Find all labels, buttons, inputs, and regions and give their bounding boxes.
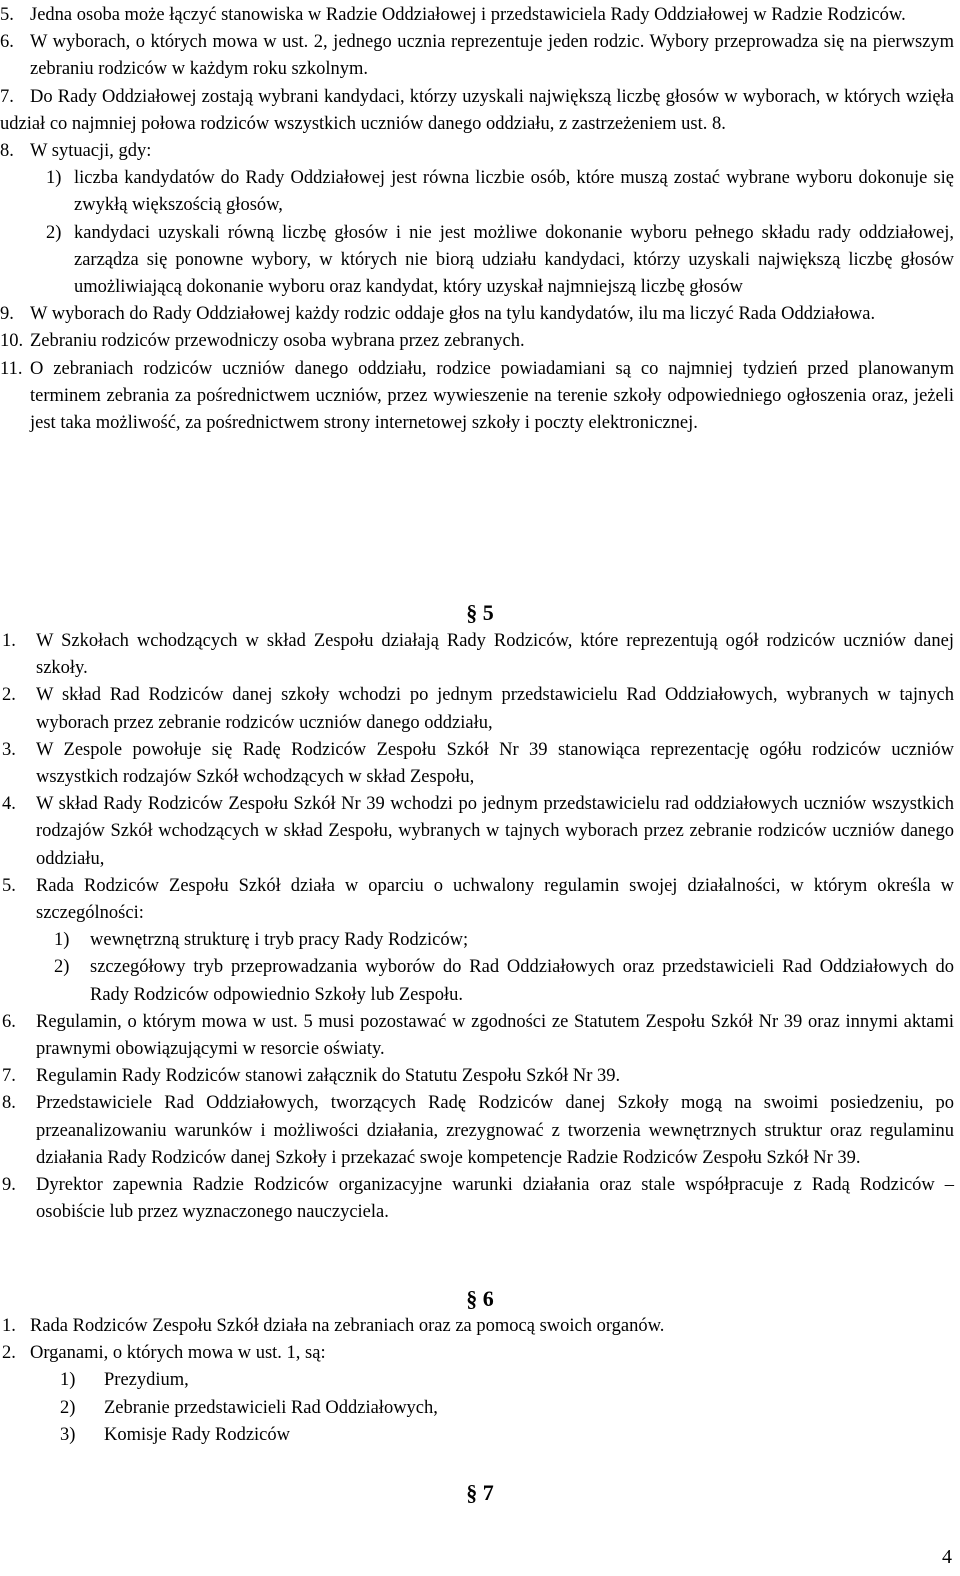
page-number: 4 <box>942 1546 952 1568</box>
list-item-text: liczba kandydatów do Rady Oddziałowej jest równa liczbie osób, które muszą zostać wybrane wyboru dokonuje się zwykłą większością głosów, <box>74 168 954 216</box>
list-item-text: Rada Rodziców Zespołu Szkół działa na zebraniach oraz za pomocą swoich organów. <box>30 1316 665 1336</box>
list-item-text: Do Rady Oddziałowej zostają wybrani kandydaci, którzy uzyskali największą liczbę głosów w wyborach, w których wzięła udział co najmniej połowa rodziców wszystkich uczniów danego oddziału, z zastrzeżeniem ust. 8. <box>0 86 954 134</box>
list-item-text: W Szkołach wchodzących w skład Zespołu działają Rady Rodziców, które reprezentują ogół rodziców uczniów danej szkoły. <box>36 631 954 679</box>
list-item-text: Zebranie przedstawicieli Rad Oddziałowych, <box>104 1397 438 1418</box>
sub-list-item: 1) liczba kandydatów do Rady Oddziałowej jest równa liczbie osób, które muszą zostać wybrane wyboru dokonuje się zwykłą większością głosów, <box>0 165 960 219</box>
list-item: 5. Jedna osoba może łączyć stanowiska w Radzie Oddziałowej i przedstawiciela Rady Oddziałowej w Radzie Rodziców. <box>0 2 960 29</box>
list-item: 1. W Szkołach wchodzących w skład Zespołu działają Rady Rodziców, które reprezentują ogół rodziców uczniów danej szkoły. <box>0 628 960 682</box>
list-item-text: W sytuacji, gdy: <box>30 141 152 162</box>
list-item: 1. Rada Rodziców Zespołu Szkół działa na zebraniach oraz za pomocą swoich organów. <box>0 1313 960 1340</box>
list-item: 11. O zebraniach rodziców uczniów danego oddziału, rodzice powiadamiani są co najmniej tydzień przed planowanym terminem zebrania za pośrednictwem uczniów, przez wywieszenie na terenie szkoły odpowiedniego ogłoszenia oraz, jeżeli jest taka możliwość, za pośrednictwem strony internetowej szkoły i poczty elektronicznej. <box>0 356 960 438</box>
list-item-text: O zebraniach rodziców uczniów danego oddziału, rodzice powiadamiani są co najmniej tydzień przed planowanym terminem zebrania za pośrednictwem uczniów, przez wywieszenie na terenie szkoły odpowiedniego ogłoszenia oraz, jeżeli jest taka możliwość, za pośrednictwem strony internetowej szkoły i poczty elektronicznej. <box>30 358 954 434</box>
list-item-text: W skład Rady Rodziców Zespołu Szkół Nr 39 wchodzi po jednym przedstawicielu rad oddziałowych uczniów wszystkich rodzajów Szkół wchodzących w skład Zespołu, wybranych w tajnych wyborach przez zebranie rodziców uczniów danego oddziału, <box>36 794 954 869</box>
list-item-text: Organami, o których mowa w ust. 1, są: <box>30 1343 326 1364</box>
list-item-text: W wyborach, o których mowa w ust. 2, jednego ucznia reprezentuje jeden rodzic. Wybory przeprowadza się na pierwszym zebraniu rodziców w każdym roku szkolnym. <box>30 32 954 80</box>
list-item-text: kandydaci uzyskali równą liczbę głosów i nie jest możliwe dokonanie wyboru pełnego składu rady oddziałowej, zarządza się ponowne wybory, w których nie biorą udziału kandydaci, którzy uzyskali największą liczbę głosów umożliwiającą dokonanie wyboru oraz kandydat, który uzyskał najmniejszą liczbę głosów <box>74 222 954 298</box>
list-item-text: W wyborach do Rady Oddziałowej każdy rodzic oddaje głos na tylu kandydatów, ilu ma liczyć Rada Oddziałowa. <box>30 304 876 325</box>
sub-list-item: 2) kandydaci uzyskali równą liczbę głosów i nie jest możliwe dokonanie wyboru pełnego składu rady oddziałowej, zarządza się ponowne wybory, w których nie biorą udziału kandydaci, którzy uzyskali największą liczbę głosów umożliwiającą dokonanie wyboru oraz kandydat, który uzyskał najmniejszą liczbę głosów <box>0 220 960 302</box>
list-item: 6. W wyborach, o których mowa w ust. 2, jednego ucznia reprezentuje jeden rodzic. Wybory przeprowadza się na pierwszym zebraniu rodziców w każdym roku szkolnym. <box>0 29 960 83</box>
list-item: 2. W skład Rad Rodziców danej szkoły wchodzi po jednym przedstawicielu Rad Oddziałowych, wybranych w tajnych wyborach przez zebranie rodziców uczniów danego oddziału, <box>0 682 960 736</box>
section-heading: § 6 <box>466 1286 494 1311</box>
sub-list-item: 1) Prezydium, <box>0 1367 960 1394</box>
list-item: 5. Rada Rodziców Zespołu Szkół działa w oparciu o uchwalony regulamin swojej działalności, w którym określa w szczególności: <box>0 873 960 927</box>
section-heading: § 5 <box>466 600 494 625</box>
list-item-text: Dyrektor zapewnia Radzie Rodziców organizacyjne warunki działania oraz stale współpracuje z Radą Rodziców – osobiście lub przez wyznaczonego nauczyciela. <box>36 1175 954 1223</box>
list-item-text: Zebraniu rodziców przewodniczy osoba wybrana przez zebranych. <box>30 331 525 352</box>
list-item: 8. W sytuacji, gdy: <box>0 138 960 165</box>
list-item-text: Regulamin, o którym mowa w ust. 5 musi pozostawać w zgodności ze Statutem Zespołu Szkół Nr 39 oraz innymi aktami prawnymi obowiązującymi w resorcie oświaty. <box>36 1011 954 1060</box>
sub-list-item: 2) Zebranie przedstawicieli Rad Oddziałowych, <box>0 1395 960 1422</box>
list-item: 10. Zebraniu rodziców przewodniczy osoba wybrana przez zebranych. <box>0 328 960 355</box>
list-item-text: Jedna osoba może łączyć stanowiska w Radzie Oddziałowej i przedstawiciela Rady Oddziałowej w Radzie Rodziców. <box>30 5 906 25</box>
list-item: 3. W Zespole powołuje się Radę Rodziców Zespołu Szkół Nr 39 stanowiąca reprezentację ogółu rodziców uczniów wszystkich rodzajów Szkół wchodzących w skład Zespołu, <box>0 737 960 791</box>
list-item-text: wewnętrzną strukturę i tryb pracy Rady Rodziców; <box>90 930 469 951</box>
list-item-text: W Zespole powołuje się Radę Rodziców Zespołu Szkół Nr 39 stanowiąca reprezentację ogółu rodziców uczniów wszystkich rodzajów Szkół wchodzących w skład Zespołu, <box>36 739 954 788</box>
paragraph-list-section6 <box>0 1313 960 1449</box>
list-item-text: Regulamin Rady Rodziców stanowi załącznik do Statutu Zespołu Szkół Nr 39. <box>36 1066 621 1087</box>
sub-list-item: 2) szczegółowy tryb przeprowadzania wyborów do Rad Oddziałowych oraz przedstawicieli Rad Oddziałowych do Rady Rodziców odpowiednio Szkoły lub Zespołu. <box>0 954 960 1008</box>
list-item-text: Prezydium, <box>104 1370 189 1391</box>
list-item: 8. Przedstawiciele Rad Oddziałowych, tworzących Radę Rodziców danej Szkoły mogą na swoimi posiedzeniu, po przeanalizowaniu warunków i możliwości działania, zrezygnować z tworzenia wewnętrznych struktur oraz regulaminu działania Rady Rodziców danej Szkoły i przekazać swoje kompetencje Radzie Rodziców Zespołu Szkół Nr 39. <box>0 1090 960 1172</box>
sub-list-item: 3) Komisje Rady Rodziców <box>0 1422 960 1449</box>
list-item: 7. Regulamin Rady Rodziców stanowi załącznik do Statutu Zespołu Szkół Nr 39. <box>0 1063 960 1090</box>
section-heading: § 7 <box>466 1480 494 1505</box>
list-item-text: Przedstawiciele Rad Oddziałowych, tworzących Radę Rodziców danej Szkoły mogą na swoimi posiedzeniu, po przeanalizowaniu warunków i możliwości działania, zrezygnować z tworzenia wewnętrznych struktur oraz regulaminu działania Rady Rodziców danej Szkoły i przekazać swoje kompetencje Radzie Rodziców Zespołu Szkół Nr 39. <box>36 1093 954 1168</box>
list-item-text: szczegółowy tryb przeprowadzania wyborów do Rad Oddziałowych oraz przedstawicieli Rad Oddziałowych do Rady Rodziców odpowiednio Szkoły lub Zespołu. <box>90 957 954 1005</box>
list-item: 7. Do Rady Oddziałowej zostają wybrani kandydaci, którzy uzyskali największą liczbę głosów w wyborach, w których wzięła udział co najmniej połowa rodziców wszystkich uczniów danego oddziału, z zastrzeżeniem ust. 8. <box>0 84 960 138</box>
list-item: 2. Organami, o których mowa w ust. 1, są: <box>0 1340 960 1367</box>
list-item-text: Komisje Rady Rodziców <box>104 1424 291 1445</box>
paragraph-list-part1 <box>0 2 960 437</box>
list-item: 9. W wyborach do Rady Oddziałowej każdy rodzic oddaje głos na tylu kandydatów, ilu ma liczyć Rada Oddziałowa. <box>0 301 960 328</box>
list-item-text: W skład Rad Rodziców danej szkoły wchodzi po jednym przedstawicielu Rad Oddziałowych, wybranych w tajnych wyborach przez zebranie rodziców uczniów danego oddziału, <box>36 685 954 733</box>
list-item: 6. Regulamin, o którym mowa w ust. 5 musi pozostawać w zgodności ze Statutem Zespołu Szkół Nr 39 oraz innymi aktami prawnymi obowiązującymi w resorcie oświaty. <box>0 1009 960 1063</box>
list-item: 9. Dyrektor zapewnia Radzie Rodziców organizacyjne warunki działania oraz stale współpracuje z Radą Rodziców – osobiście lub przez wyznaczonego nauczyciela. <box>0 1172 960 1226</box>
paragraph-list-section5 <box>0 628 960 1226</box>
sub-list-item: 1) wewnętrzną strukturę i tryb pracy Rady Rodziców; <box>0 927 960 954</box>
list-item-text: Rada Rodziców Zespołu Szkół działa w oparciu o uchwalony regulamin swojej działalności, w którym określa w szczególności: <box>36 875 954 924</box>
list-item: 4. W skład Rady Rodziców Zespołu Szkół Nr 39 wchodzi po jednym przedstawicielu rad oddziałowych uczniów wszystkich rodzajów Szkół wchodzących w skład Zespołu, wybranych w tajnych wyborach przez zebranie rodziców uczniów danego oddziału, <box>0 791 960 873</box>
